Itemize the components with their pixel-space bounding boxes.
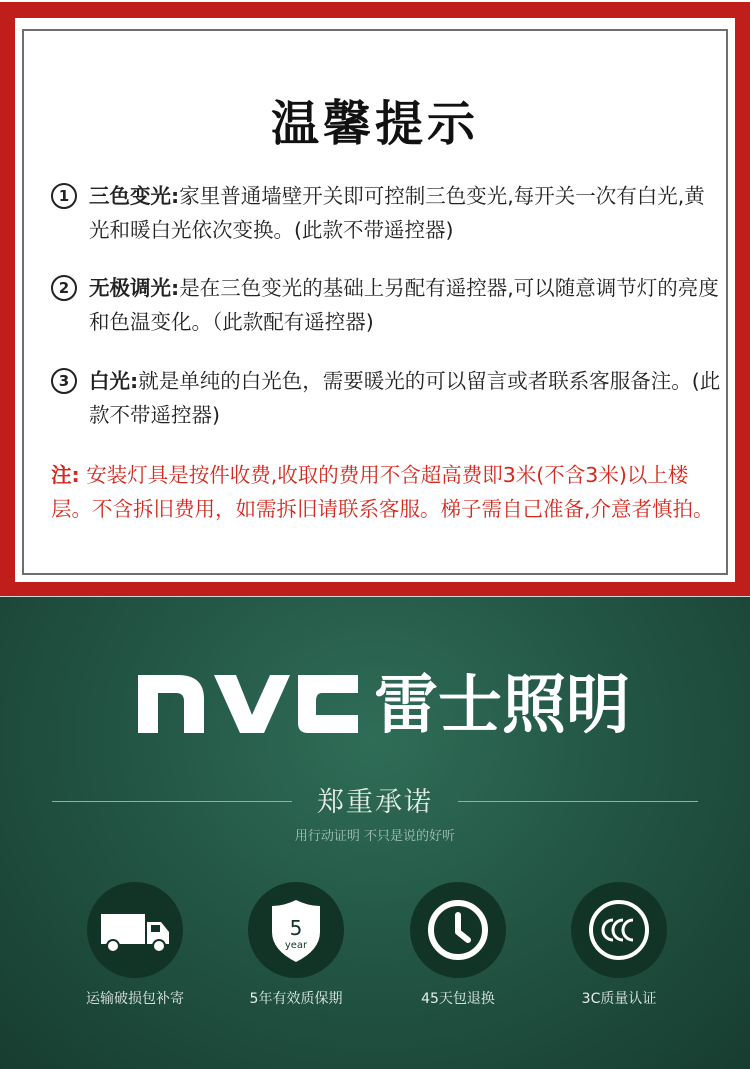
note-body: 安装灯具是按件收费,收取的费用不含超高费即3米(不含3米)以上楼层。不含拆旧费用，如需拆旧请联系客服。梯子需自己准备,介意者慎拍。 (51, 463, 714, 521)
feature-label: 运输破损包补寄 (86, 991, 184, 1007)
tip-text (89, 179, 721, 247)
tip-body: 家里普通墙壁开关即可控制三色变光,每开关一次有白光,黄光和暖白光依次变换。(此款不带遥控器) (89, 184, 705, 242)
notice-title: 温馨提示 (270, 96, 479, 152)
tip-heading: 三色变光: (89, 184, 180, 208)
tip-body: 就是单纯的白光色，需要暖光的可以留言或者联系客服备注。(此款不带遥控器) (89, 369, 721, 427)
shield-5-year-icon (248, 882, 344, 978)
feature-warranty (226, 882, 366, 1022)
clock-icon (410, 882, 506, 978)
shield-number: 5 (289, 916, 303, 940)
notice-card (15, 18, 735, 582)
tip-number-badge: 1 (51, 183, 77, 209)
tip-number-badge: 3 (51, 368, 77, 394)
promise-heading-row (52, 780, 698, 824)
tip-heading: 无极调光: (89, 276, 180, 300)
tip-text (89, 364, 721, 432)
tip-item (51, 271, 721, 339)
tip-item (51, 364, 721, 432)
shield-caption: year (284, 940, 308, 951)
promise-title: 郑重承诺 (317, 787, 433, 818)
feature-return-exchange (388, 882, 528, 1022)
brand-logo (138, 663, 658, 743)
promise-subtitle: 用行动证明 不只是说的好听 (294, 829, 456, 844)
truck-icon (87, 882, 183, 978)
feature-icon-circle (410, 882, 506, 978)
feature-transport-damage (65, 882, 205, 1022)
notice-frame (22, 29, 728, 575)
nvc-logo-icon (138, 663, 658, 739)
feature-3c-certification (549, 882, 689, 1022)
feature-label: 5年有效质保期 (249, 991, 343, 1007)
feature-icon-circle (87, 882, 183, 978)
feature-label: 45天包退换 (421, 991, 495, 1007)
feature-icon-circle (571, 882, 667, 978)
ccc-certification-icon (571, 882, 667, 978)
tip-body: 是在三色变光的基础上另配有遥控器,可以随意调节灯的亮度和色温变化。（此款配有遥控器) (89, 276, 719, 334)
feature-label: 3C质量认证 (581, 991, 657, 1007)
note-heading: 注: (51, 463, 80, 487)
tip-item (51, 179, 721, 247)
tip-text (89, 271, 721, 339)
brand-name-cn: 雷士照明 (374, 669, 630, 739)
tip-heading: 白光: (89, 369, 139, 393)
feature-icon-circle (248, 882, 344, 978)
tip-number-badge: 2 (51, 275, 77, 301)
brand-panel (0, 596, 750, 1069)
installation-note (51, 458, 723, 526)
